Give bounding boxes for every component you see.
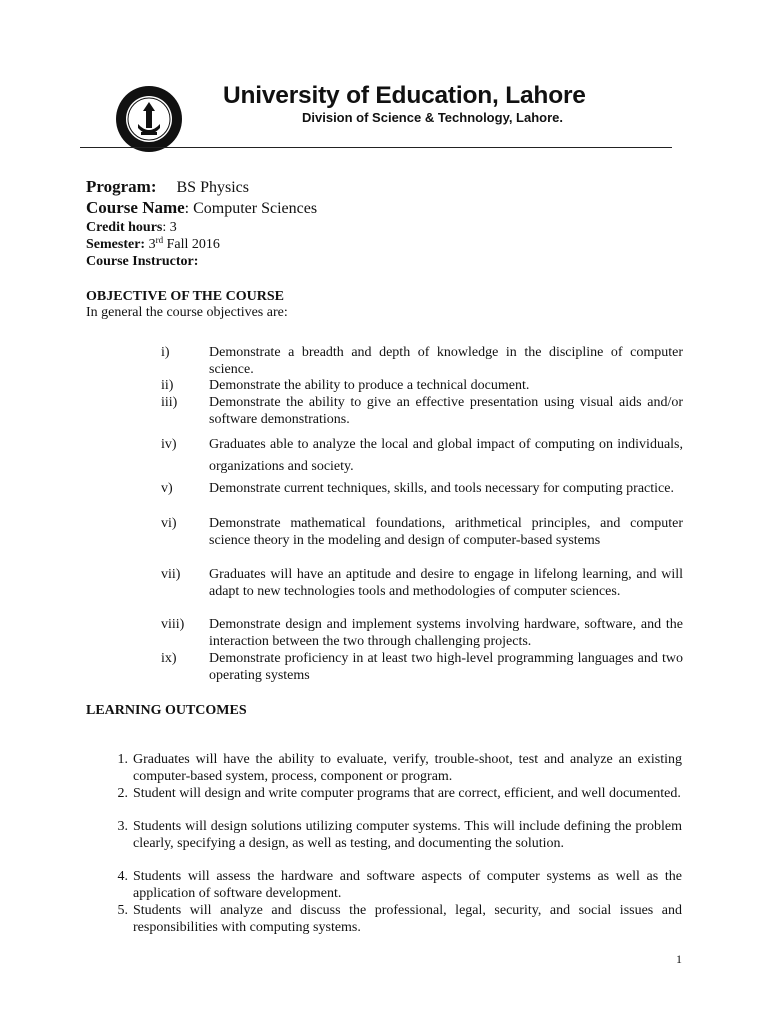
objective-number: ix) [161, 651, 177, 666]
objective-number: iv) [161, 437, 177, 452]
objective-text: Demonstrate design and implement systems involving hardware, software, and the interaction between the two through challenging projects. [209, 617, 683, 649]
credit-hours-value: : 3 [162, 220, 177, 235]
outcome-number: 2. [117, 786, 128, 801]
objective-number: i) [161, 345, 170, 360]
outcome-text: Students will design solutions utilizing computer systems. This will include defining the problem clearly, specifying a design, as well as testing, and documenting the solution. [133, 819, 682, 851]
instructor-row [86, 253, 686, 270]
objective-text: Graduates will have an aptitude and desire to engage in lifelong learning, and will adapt to new technologies tools and methodologies of computer sciences. [209, 567, 683, 599]
semester-row [86, 236, 686, 253]
outcome-number: 4. [117, 869, 128, 884]
objectives-heading: OBJECTIVE OF THE COURSE [86, 289, 284, 304]
objective-number: vii) [161, 567, 181, 582]
objective-number: viii) [161, 617, 185, 632]
outcome-text: Graduates will have the ability to evaluate, verify, trouble-shoot, test and analyze an existing computer-based system, process, component or program. [133, 752, 682, 784]
header-divider [80, 147, 672, 148]
course-info [86, 177, 686, 270]
objective-number: vi) [161, 516, 177, 531]
outcome-text: Students will assess the hardware and software aspects of computer systems as well as the application of software development. [133, 869, 682, 901]
objective-number: iii) [161, 395, 178, 410]
course-name-value: : Computer Sciences [184, 200, 318, 217]
objective-text: Demonstrate a breadth and depth of knowledge in the discipline of computer science. [209, 345, 683, 377]
objective-text: Graduates able to analyze the local and global impact of computing on individuals, organizations and society. [209, 437, 683, 474]
objective-text: Demonstrate mathematical foundations, arithmetical principles, and computer science theory in the modeling and design of computer-based systems [209, 516, 683, 548]
credit-hours-label: Credit hours [86, 220, 163, 235]
course-name-label: Course Name [86, 198, 185, 217]
outcome-text: Students will analyze and discuss the professional, legal, security, and social issues and responsibilities with computing systems. [133, 903, 682, 935]
objective-text: Demonstrate proficiency in at least two high-level programming languages and two operating systems [209, 651, 683, 683]
objectives-intro: In general the course objectives are: [86, 305, 288, 320]
objective-number: v) [161, 481, 173, 496]
objective-text: Demonstrate current techniques, skills, and tools necessary for computing practice. [209, 481, 674, 496]
outcome-number: 1. [117, 752, 128, 767]
outcome-number: 5. [117, 903, 128, 918]
program-value: BS Physics [176, 179, 249, 196]
program-row [86, 177, 686, 198]
page-number: 1 [676, 952, 682, 966]
objective-number: ii) [161, 378, 174, 393]
objective-text: Demonstrate the ability to produce a technical document. [209, 378, 530, 393]
university-logo-icon [114, 84, 184, 154]
university-title: University of Education, Lahore [223, 82, 586, 109]
outcome-number: 3. [117, 819, 128, 834]
instructor-label: Course Instructor: [86, 254, 199, 269]
outcome-text: Student will design and write computer programs that are correct, efficient, and well documented. [133, 786, 681, 801]
course-name-row [86, 198, 686, 219]
semester-suffix: rd [155, 235, 164, 245]
objective-text: Demonstrate the ability to give an effective presentation using visual aids and/or software demonstrations. [209, 395, 683, 427]
semester-number: 3 [148, 237, 156, 252]
division-subtitle: Division of Science & Technology, Lahore. [302, 110, 564, 125]
learning-outcomes-heading: LEARNING OUTCOMES [86, 703, 247, 718]
semester-label: Semester: [86, 237, 146, 252]
program-label: Program: [86, 177, 157, 196]
semester-term: Fall 2016 [166, 237, 220, 252]
credit-hours-row [86, 219, 686, 236]
